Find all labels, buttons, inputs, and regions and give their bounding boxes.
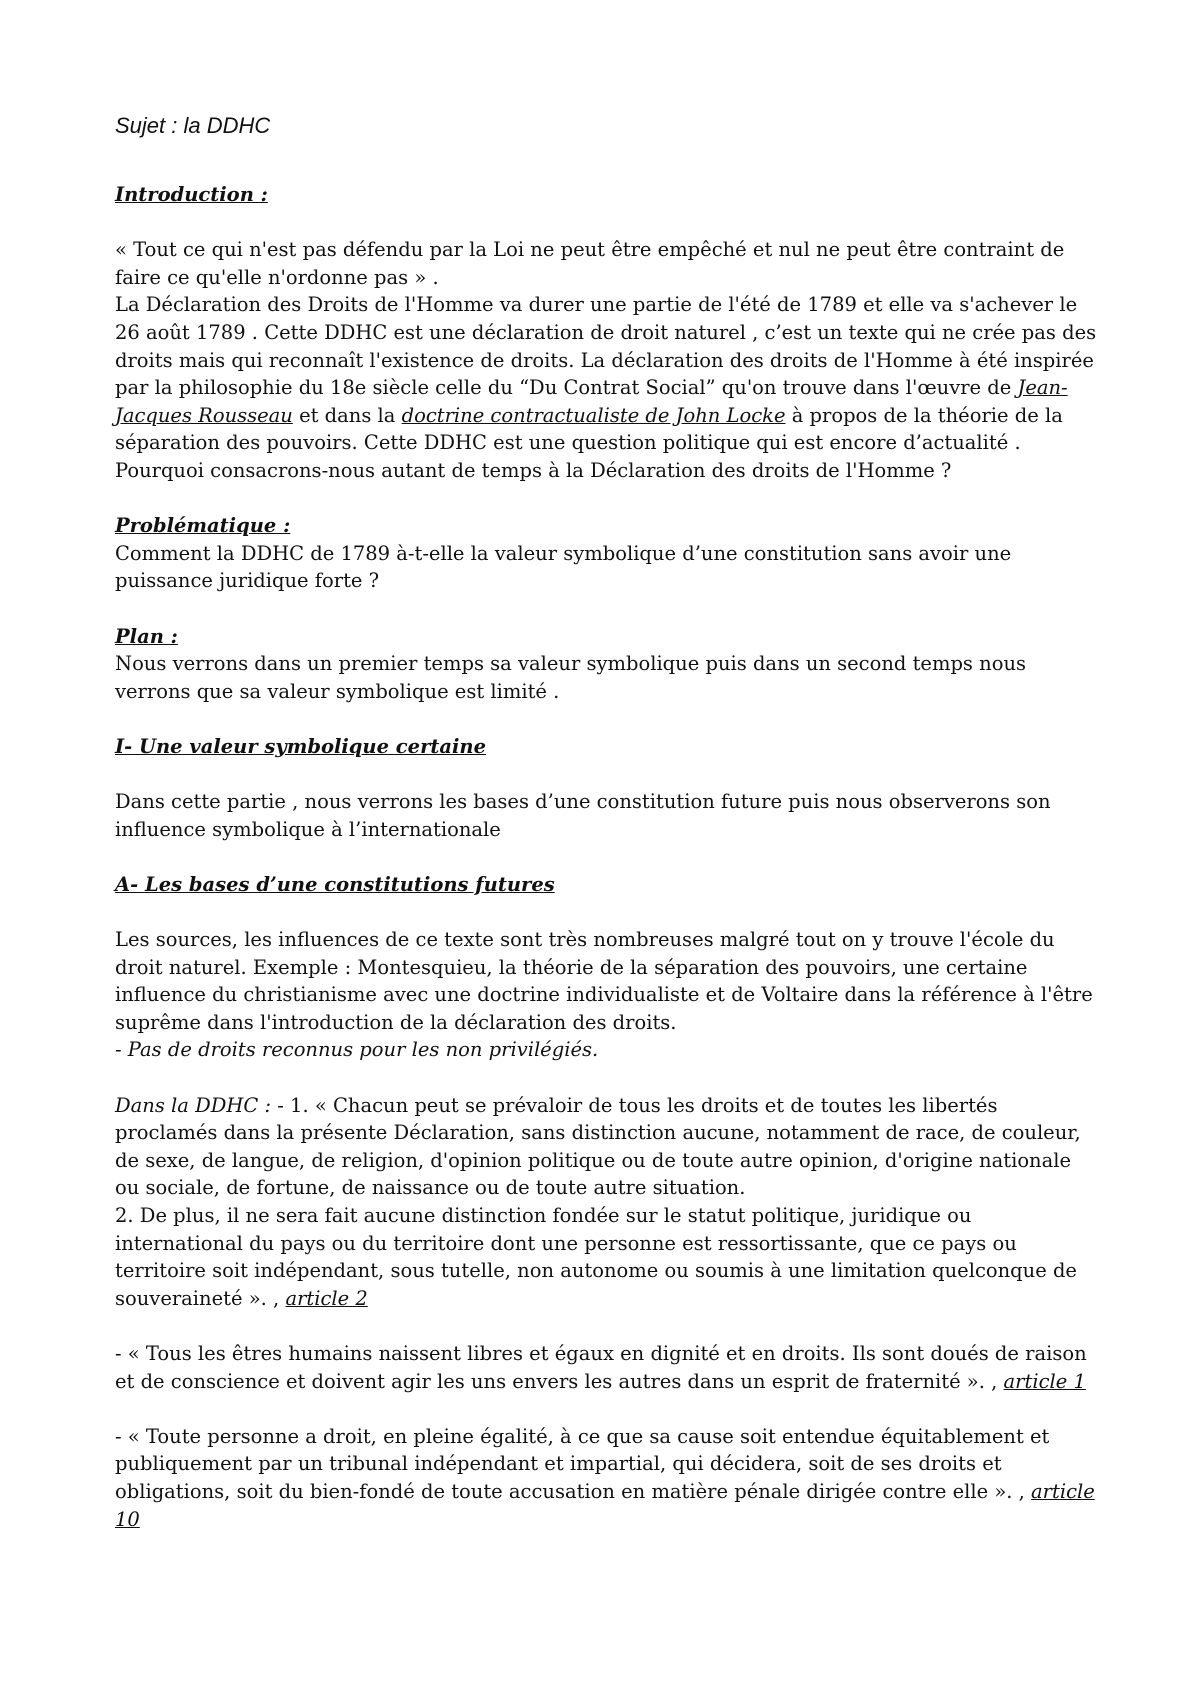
article-1-text: - « Tous les êtres humains naissent libres et égaux en dignité et en droits. Ils sont doués de raison et de conscience et doivent agir les uns envers les autres dans un esprit de fraternité ». , (115, 1341, 1087, 1393)
locke-link[interactable]: doctrine contractualiste de John Locke (401, 403, 786, 427)
problematique-text: Comment la DDHC de 1789 à-t-elle la valeur symbolique d’une constitution sans avoir une puissance juridique forte ? (115, 541, 1012, 593)
non-privileged-text: - Pas de droits reconnus pour les non privilégiés. (115, 1038, 599, 1062)
document-subject: Sujet : la DDHC (115, 113, 271, 138)
introduction-text: et dans la (292, 403, 402, 427)
article-2-text: 2. De plus, il ne sera fait aucune distinction fondée sur le statut politique, juridique ou international du pays ou du territoire dont une personne est ressortissante, que ce pays ou territoire soit indépendant, sous tutelle, non autonome ou soumis à une limitation quelconque de souveraineté ». , (115, 1203, 1077, 1310)
spacer (115, 485, 1100, 513)
introduction-text: La Déclaration des Droits de l'Homme va durer une partie de l'été de 1789 et elle va s'achever le 26 août 1789 . Cette DDHC est une déclaration de droit naturel , c’est un texte qui ne crée pas des droits mais qui reconnaît l'existence de droits. La déclaration des droits de l'Homme à été inspirée par la philosophie du 18e siècle celle du “Du Contrat Social” qu'on trouve dans l'œuvre de (115, 293, 1097, 400)
spacer (115, 1064, 1100, 1092)
spacer (115, 760, 1100, 788)
introduction-heading: Introduction : (115, 183, 268, 206)
document-page (115, 112, 1100, 1533)
spacer (115, 898, 1100, 926)
article-2-link[interactable]: article 2 (285, 1286, 368, 1310)
problematique-heading: Problématique : (115, 514, 291, 538)
part-one-heading: I- Une valeur symbolique certaine (115, 734, 486, 758)
introduction-text: à propos de la théorie de la séparation des pouvoirs. Cette DDHC est une question politique qui est encore d’actualité . (115, 403, 1063, 455)
spacer (115, 1312, 1100, 1340)
introduction-quote: « Tout ce qui n'est pas défendu par la Loi ne peut être empêché et nul ne peut être contraint de faire ce qu'elle n'ordonne pas » . (115, 238, 1065, 289)
ddhc-article-2-paragraph (115, 1092, 1100, 1202)
article-10-text: - « Toute personne a droit, en pleine égalité, à ce que sa cause soit entendue équitablement et publiquement par un tribunal indépendant et impartial, qui décidera, soit de ses droits et obligations, soit du bien-fondé de toute accusation en matière pénale dirigée contre elle ». , (115, 1424, 1050, 1503)
article-10-link[interactable]: article 10 (115, 1479, 1095, 1531)
article-1-link[interactable]: article 1 (1003, 1369, 1086, 1393)
spacer (115, 705, 1100, 733)
part-one-text: Dans cette partie , nous verrons les bases d’une constitution future puis nous observerons son influence symbolique à l’internationale (115, 790, 1051, 841)
spacer (115, 209, 1100, 237)
article-1-paragraph (115, 1340, 1100, 1395)
introduction-question: Pourquoi consacrons-nous autant de temps à la Déclaration des droits de l'Homme ? (115, 458, 952, 482)
plan-heading: Plan : (115, 624, 178, 648)
ddhc-label: Dans la DDHC : (115, 1093, 272, 1117)
article-2-continued (115, 1202, 1100, 1312)
article-2-text: - 1. « Chacun peut se prévaloir de tous les droits et de toutes les libertés proclamés dans la présente Déclaration, sans distinction aucune, notamment de race, de couleur, de sexe, de langue, de religion, d'opinion politique ou de toute autre opinion, d'origine nationale ou sociale, de fortune, de naissance ou de toute autre situation. (115, 1093, 1081, 1200)
plan-text: Nous verrons dans un premier temps sa valeur symbolique puis dans un second temps nous verrons que sa valeur symbolique est limité . (115, 652, 1027, 703)
spacer (115, 843, 1100, 871)
rousseau-link[interactable]: Jean-Jacques Rousseau (115, 376, 1068, 427)
section-a-heading: A- Les bases d’une constitutions futures (115, 872, 555, 896)
article-10-paragraph (115, 1423, 1100, 1533)
spacer (115, 1395, 1100, 1423)
introduction-paragraph (115, 291, 1100, 457)
sources-text: Les sources, les influences de ce texte sont très nombreuses malgré tout on y trouve l'école du droit naturel. Exemple : Montesquieu, la théorie de la séparation des pouvoirs, une certaine influence du christianisme avec une doctrine individualiste et de Voltaire dans la référence à l'être suprême dans l'introduction de la déclaration des droits. (115, 928, 1093, 1034)
spacer (115, 595, 1100, 623)
